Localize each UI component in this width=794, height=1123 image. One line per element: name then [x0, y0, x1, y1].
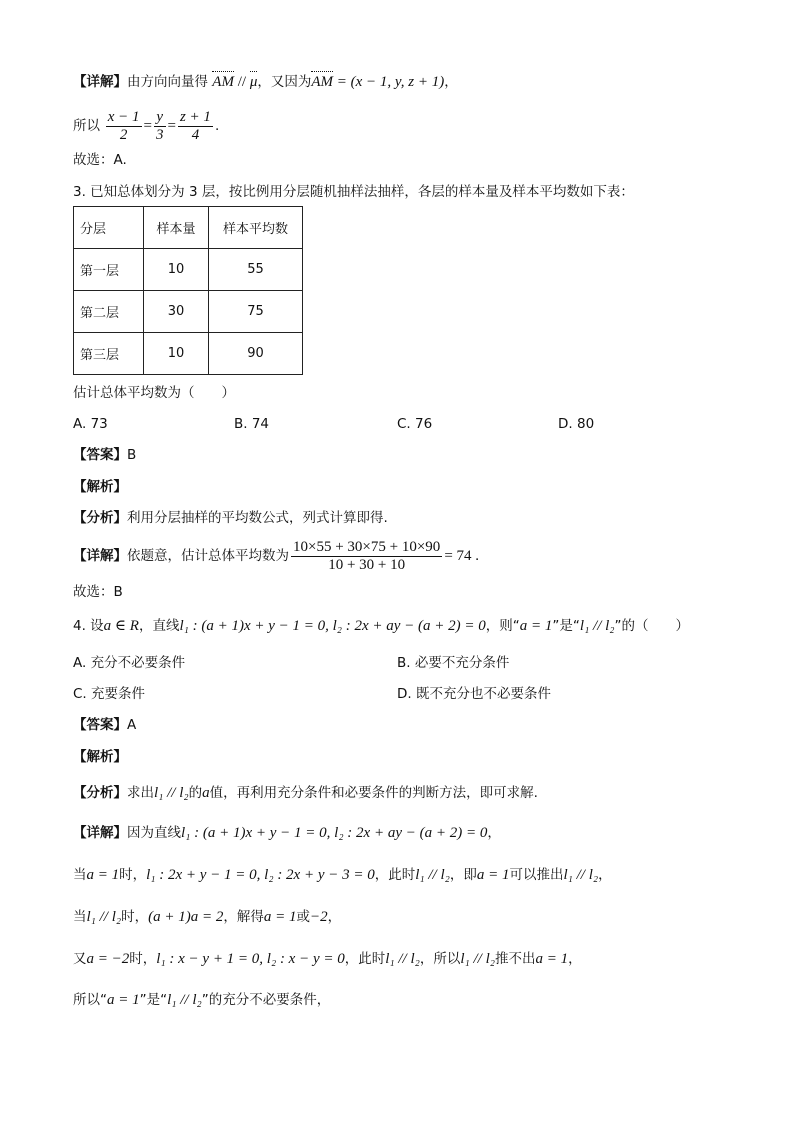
- table-cell: 55: [209, 249, 303, 291]
- text: 时，: [121, 909, 149, 925]
- table-header-cell: 分层: [74, 207, 144, 249]
- fraction-num: z + 1: [179, 109, 211, 125]
- q4-fenxi: [73, 783, 538, 803]
- detail-tag: 【详解】: [73, 74, 127, 90]
- detail-text-2: ，又因为: [257, 74, 312, 90]
- table-cell: 30: [144, 291, 209, 333]
- q-text: ，直线: [138, 618, 180, 634]
- text: 因为直线: [127, 825, 181, 841]
- text: ，此时: [344, 951, 386, 967]
- table-row: [74, 333, 303, 375]
- q3-analysis-tag: 【解析】: [73, 479, 127, 495]
- text: ，解得: [223, 909, 264, 925]
- answer-tag: 【答案】: [73, 447, 127, 463]
- q-text: ，则“: [485, 618, 520, 634]
- fraction-3: [178, 109, 213, 144]
- math: a = 1: [263, 909, 297, 925]
- q4-detail-1: [73, 823, 501, 843]
- fraction-2: [154, 109, 166, 144]
- table-header-cell: 样本平均数: [209, 207, 303, 249]
- q-text: ”的（ ）: [614, 618, 690, 634]
- q-math: l₁ : (a + 1)x + y − 1 = 0, l₂ : 2x + ay − (a + 2) = 0: [179, 618, 486, 634]
- math: a = 1: [107, 992, 140, 1008]
- text: ，此时: [374, 867, 416, 883]
- equals: =: [167, 117, 176, 134]
- parallel-symbol: //: [237, 74, 247, 90]
- option-c: C. 充要条件: [73, 686, 146, 702]
- math: l₁ // l₂: [385, 951, 420, 967]
- q2-so-line: [73, 109, 219, 144]
- mean-fraction: [291, 539, 442, 574]
- q4-detail-2: [73, 865, 612, 885]
- option-a: A. 73: [73, 416, 108, 432]
- table-row: [74, 249, 303, 291]
- text: ，所以: [419, 951, 461, 967]
- q4-detail-3: [73, 907, 341, 927]
- math: l₁ // l₂: [86, 909, 122, 925]
- text: 的: [188, 785, 203, 801]
- q-text: 4. 设: [73, 618, 104, 634]
- option-a: A. 充分不必要条件: [73, 655, 186, 671]
- stratum-table: [73, 206, 303, 375]
- text: ”是“: [139, 992, 168, 1008]
- text: 求出: [127, 785, 154, 801]
- equals: =: [143, 117, 152, 134]
- text: 又: [73, 951, 87, 967]
- vector-mu: μ: [249, 74, 258, 90]
- text: ，: [487, 825, 501, 841]
- text: 时，: [119, 867, 147, 883]
- q3-prompt: 估计总体平均数为（ ）: [73, 385, 235, 401]
- q-math: a = 1: [519, 618, 553, 634]
- math: l₁ // l₂: [167, 992, 202, 1008]
- fenxi-text: 利用分层抽样的平均数公式，列式计算即得.: [127, 510, 388, 526]
- q4-analysis-tag: 【解析】: [73, 749, 127, 765]
- vector-am: AM: [212, 74, 234, 90]
- option-d: D. 既不充分也不必要条件: [397, 686, 551, 702]
- fraction-num: y: [156, 109, 164, 125]
- text: 时，: [129, 951, 157, 967]
- q2-answer-line: 故选：A.: [73, 152, 127, 168]
- result: = 74 .: [444, 547, 480, 564]
- table-cell: 第二层: [74, 291, 144, 333]
- math: l₁ // l₂: [154, 785, 189, 801]
- q-math: a ∈ R: [103, 618, 139, 634]
- q3-fenxi: [73, 508, 388, 528]
- detail-text: 由方向向量得: [127, 74, 208, 90]
- math: l₁ : (a + 1)x + y − 1 = 0, l₂ : 2x + ay − (a + 2) = 0: [181, 825, 488, 841]
- math: a: [202, 785, 210, 801]
- option-c: C. 76: [397, 416, 433, 432]
- table-header-row: [74, 207, 303, 249]
- text: ，: [598, 867, 612, 883]
- answer-value: B: [127, 447, 137, 463]
- table-cell: 75: [209, 291, 303, 333]
- fraction-den: 2: [106, 126, 142, 144]
- punct: .: [214, 117, 220, 134]
- table-cell: 10: [144, 249, 209, 291]
- fraction-num: x − 1: [107, 109, 140, 125]
- math: −2: [309, 909, 328, 925]
- fraction-1: [106, 109, 142, 144]
- table-cell: 第一层: [74, 249, 144, 291]
- text: 推不出: [494, 951, 536, 967]
- math: a = −2: [86, 951, 130, 967]
- so-text: 所以: [73, 117, 100, 134]
- q4-detail-4: [73, 949, 582, 969]
- math: l₁ : x − y + 1 = 0, l₂ : x − y = 0: [156, 951, 345, 967]
- fraction-den: 4: [178, 126, 213, 144]
- table-cell: 90: [209, 333, 303, 375]
- q3-detail: [73, 539, 479, 574]
- fraction-den: 10 + 30 + 10: [291, 556, 442, 574]
- detail-tag: 【详解】: [73, 547, 127, 564]
- q4-question: [73, 616, 689, 636]
- detail-text: 依题意，估计总体平均数为: [127, 547, 289, 564]
- fraction-num: 10×55 + 30×75 + 10×90: [293, 539, 441, 555]
- text: ”的充分不必要条件，: [201, 992, 331, 1008]
- punct: ，: [444, 74, 458, 90]
- q3-question: 3. 已知总体划分为 3 层，按比例用分层随机抽样法抽样，各层的样本量及样本平均数如下表：: [73, 184, 634, 200]
- text: 所以“: [73, 992, 107, 1008]
- text: 值，再利用充分条件和必要条件的判断方法，即可求解.: [209, 785, 538, 801]
- option-b: B. 74: [234, 416, 270, 432]
- q3-answer: [73, 445, 136, 465]
- text: ，即: [449, 867, 477, 883]
- text: 当: [73, 909, 87, 925]
- detail-tag: 【详解】: [73, 825, 127, 841]
- q3-choose: 故选：B: [73, 584, 123, 600]
- am-value: = (x − 1, y, z + 1): [336, 74, 445, 90]
- vector-am-2: AM: [311, 74, 334, 90]
- option-b: B. 必要不充分条件: [397, 655, 510, 671]
- text: 可以推出: [509, 867, 564, 883]
- text: ，: [327, 909, 342, 925]
- math: l₁ // l₂: [460, 951, 495, 967]
- math: (a + 1)a = 2: [148, 909, 224, 925]
- table-header-cell: 样本量: [144, 207, 209, 249]
- math: l₁ : 2x + y − 1 = 0, l₂ : 2x + y − 3 = 0: [146, 867, 375, 883]
- fenxi-tag: 【分析】: [73, 510, 127, 526]
- math: l₁ // l₂: [415, 867, 450, 883]
- q-math: l₁ // l₂: [579, 618, 615, 634]
- answer-tag: 【答案】: [73, 717, 127, 733]
- table-cell: 第三层: [74, 333, 144, 375]
- fenxi-tag: 【分析】: [73, 785, 127, 801]
- q2-detail-line: [73, 72, 458, 92]
- text: 当: [73, 867, 87, 883]
- q-text: ”是“: [552, 618, 580, 634]
- math: a = 1: [535, 951, 569, 967]
- q4-detail-5: [73, 990, 330, 1010]
- text: ，: [568, 951, 582, 967]
- table-row: [74, 291, 303, 333]
- math: l₁ // l₂: [563, 867, 599, 883]
- table-cell: 10: [144, 333, 209, 375]
- fraction-den: 3: [156, 127, 164, 143]
- q4-answer: [73, 715, 136, 735]
- answer-value: A: [127, 717, 137, 733]
- text: 或: [296, 909, 310, 925]
- math: a = 1: [476, 867, 510, 883]
- math: a = 1: [86, 867, 120, 883]
- option-d: D. 80: [558, 416, 595, 432]
